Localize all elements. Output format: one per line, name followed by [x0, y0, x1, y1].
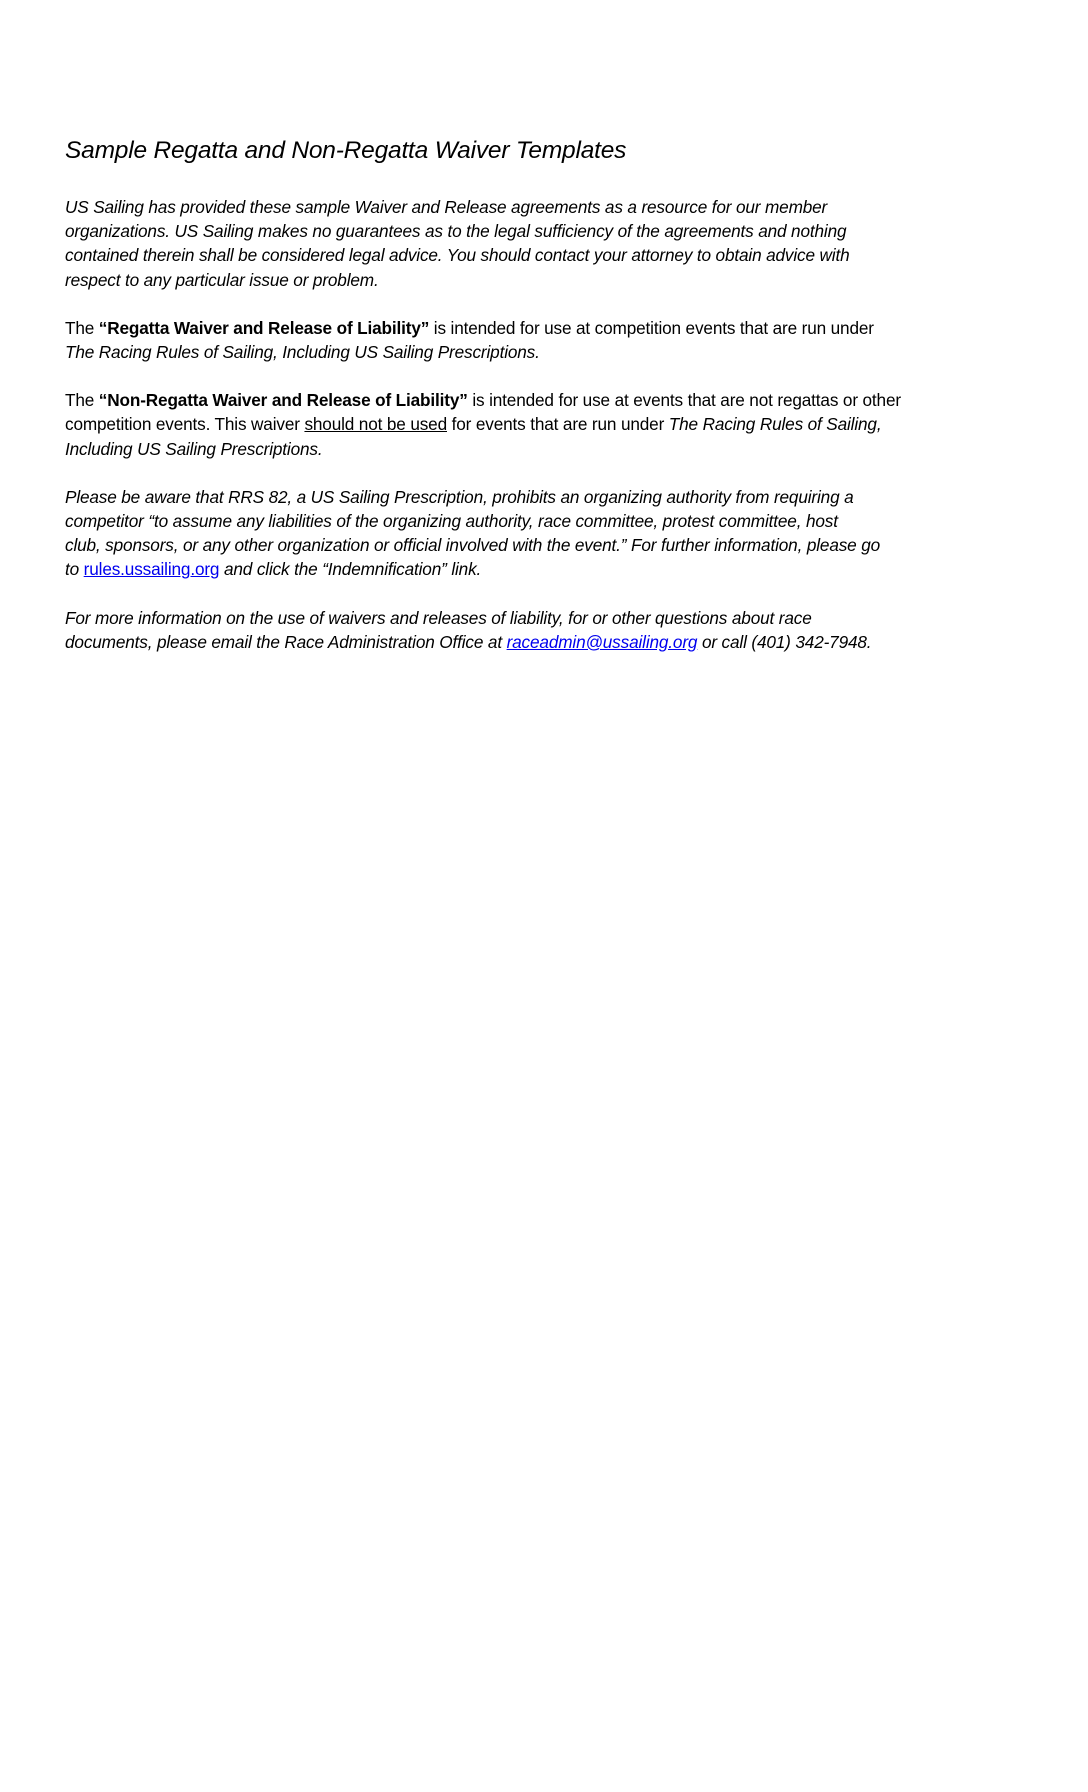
contact-line: For more information on the use of waivers and releases of liability, for or other questions about race [65, 607, 812, 628]
regatta-prefix: The [65, 317, 99, 338]
document-title: Sample Regatta and Non-Regatta Waiver Templates [65, 137, 627, 164]
intro-line: organizations. US Sailing makes no guarantees as to the legal sufficiency of the agreements and nothing [65, 221, 847, 242]
rrs82-line: Please be aware that RRS 82, a US Sailing Prescription, prohibits an organizing authority from requiring a [65, 486, 854, 507]
rrs82-text: and click the “Indemnification” link. [219, 559, 482, 580]
raceadmin-email-link[interactable]: raceadmin@ussailing.org [506, 631, 698, 652]
non-regatta-prefix: The [65, 390, 99, 411]
non-regatta-line-1 [65, 388, 1040, 412]
intro-line: contained therein shall be considered legal advice. You should contact your attorney to obtain advice with [65, 245, 850, 266]
non-regatta-rules-reference: The Racing Rules of Sailing, [668, 414, 882, 435]
contact-text: documents, please email the Race Administration Office at [65, 631, 507, 652]
regatta-waiver-paragraph [65, 316, 1040, 364]
non-regatta-line-2 [65, 412, 1040, 436]
rrs82-line: competitor “to assume any liabilities of the organizing authority, race committee, protest committee, host [65, 511, 838, 532]
non-regatta-waiver-title: “Non-Regatta Waiver and Release of Liability” [98, 390, 468, 411]
non-regatta-text: competition events. This waiver [65, 414, 305, 435]
intro-paragraph [65, 195, 1040, 292]
regatta-line-1 [65, 316, 1040, 340]
non-regatta-text: for events that are run under [447, 414, 669, 435]
non-regatta-prescriptions-reference: Including US Sailing Prescriptions. [65, 438, 323, 459]
rrs82-line: club, sponsors, or any other organization or official involved with the event.” For further information, please go [65, 535, 881, 556]
non-regatta-description: is intended for use at events that are not regattas or other [467, 390, 901, 411]
contact-phone-text: or call (401) 342-7948. [697, 631, 872, 652]
contact-paragraph [65, 606, 1040, 654]
intro-line: US Sailing has provided these sample Waiver and Release agreements as a resource for our member [65, 197, 828, 217]
regatta-waiver-title: “Regatta Waiver and Release of Liability” [98, 317, 430, 338]
non-regatta-waiver-paragraph [65, 388, 1040, 461]
intro-line: respect to any particular issue or problem. [65, 269, 379, 290]
rules-ussailing-link[interactable]: rules.ussailing.org [83, 559, 220, 580]
document-body [65, 136, 1040, 678]
rrs82-line-4 [65, 557, 1040, 581]
contact-line-2 [65, 630, 1040, 654]
should-not-be-used-emphasis: should not be used [304, 414, 447, 435]
rrs82-text: to [65, 559, 84, 580]
regatta-description: is intended for use at competition events that are run under [429, 317, 874, 338]
rrs82-paragraph [65, 485, 1040, 582]
regatta-rules-reference: The Racing Rules of Sailing, Including US Sailing Prescriptions. [65, 342, 540, 363]
